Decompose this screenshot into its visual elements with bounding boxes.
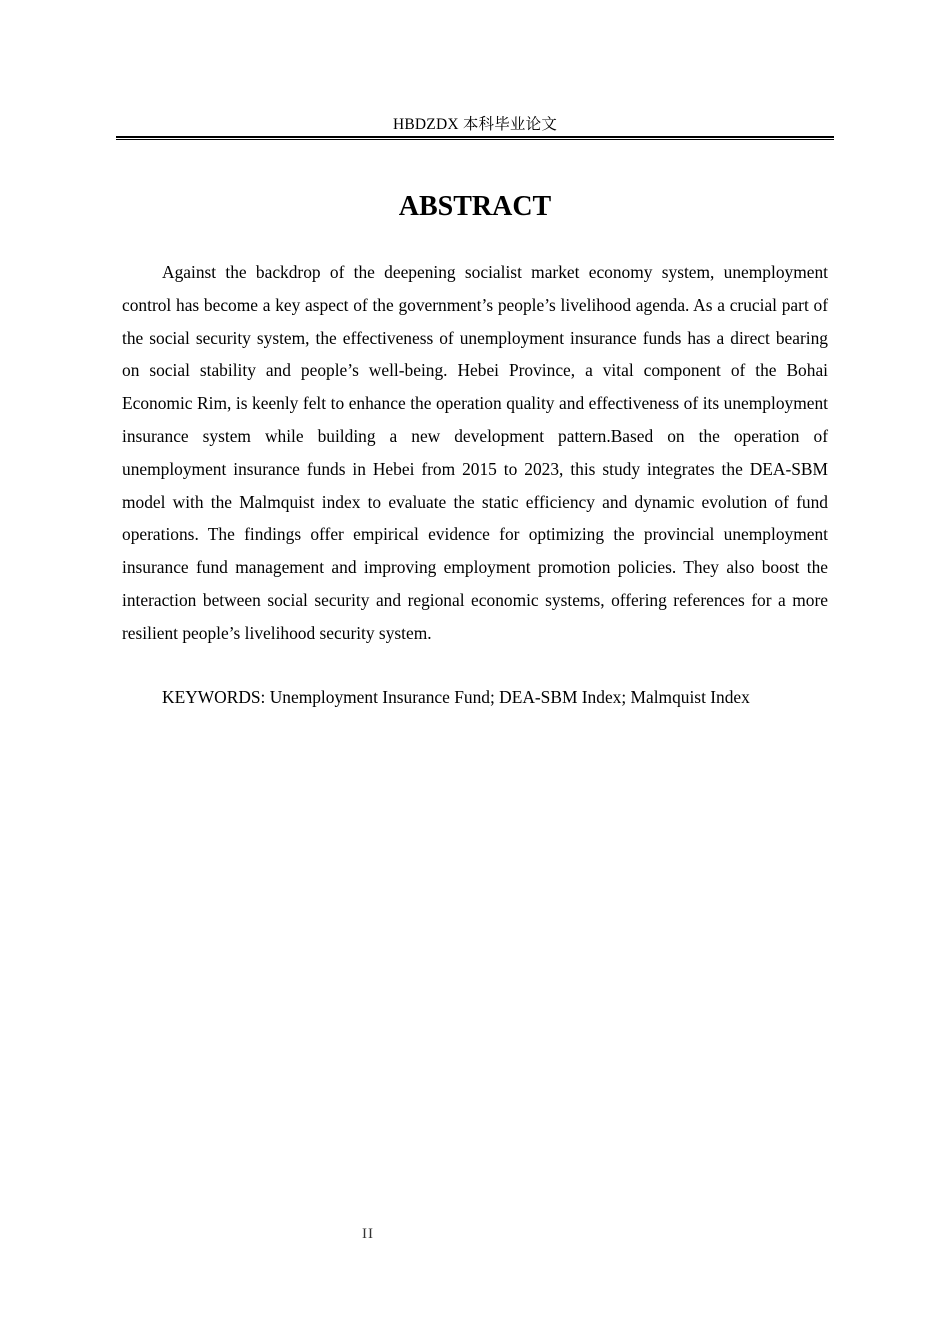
running-header: HBDZDX 本科毕业论文 (392, 116, 558, 133)
keywords-paragraph: KEYWORDS: Unemployment Insurance Fund; DEA-SBM Index; Malmquist Index (162, 687, 750, 707)
page-number: II (362, 1226, 374, 1242)
header-double-rule (116, 136, 834, 140)
abstract-body: Against the backdrop of the deepening socialist market economy system, unemployment control has become a key aspect of the government’s people’s livelihood agenda. As a crucial part of the social security system, the effectiveness of unemployment insurance funds has a direct bearing on social stability and people’s well-being. Hebei Province, a vital component of the Bohai Economic Rim, is keenly felt to enhance the operation quality and effectiveness of its unemployment insurance system while building a new development pattern.Based on the operation of unemployment insurance funds in Hebei from 2015 to 2023, this study integrates the DEA-SBM model with the Malmquist index to evaluate the static efficiency and dynamic evolution of fund operations. The findings offer empirical evidence for optimizing the provincial unemployment insurance fund management and improving employment promotion policies. They also boost the interaction between social security and regional economic systems, offering references for a more resilient people’s livelihood security system. (122, 262, 828, 643)
abstract-title: ABSTRACT (398, 191, 552, 222)
